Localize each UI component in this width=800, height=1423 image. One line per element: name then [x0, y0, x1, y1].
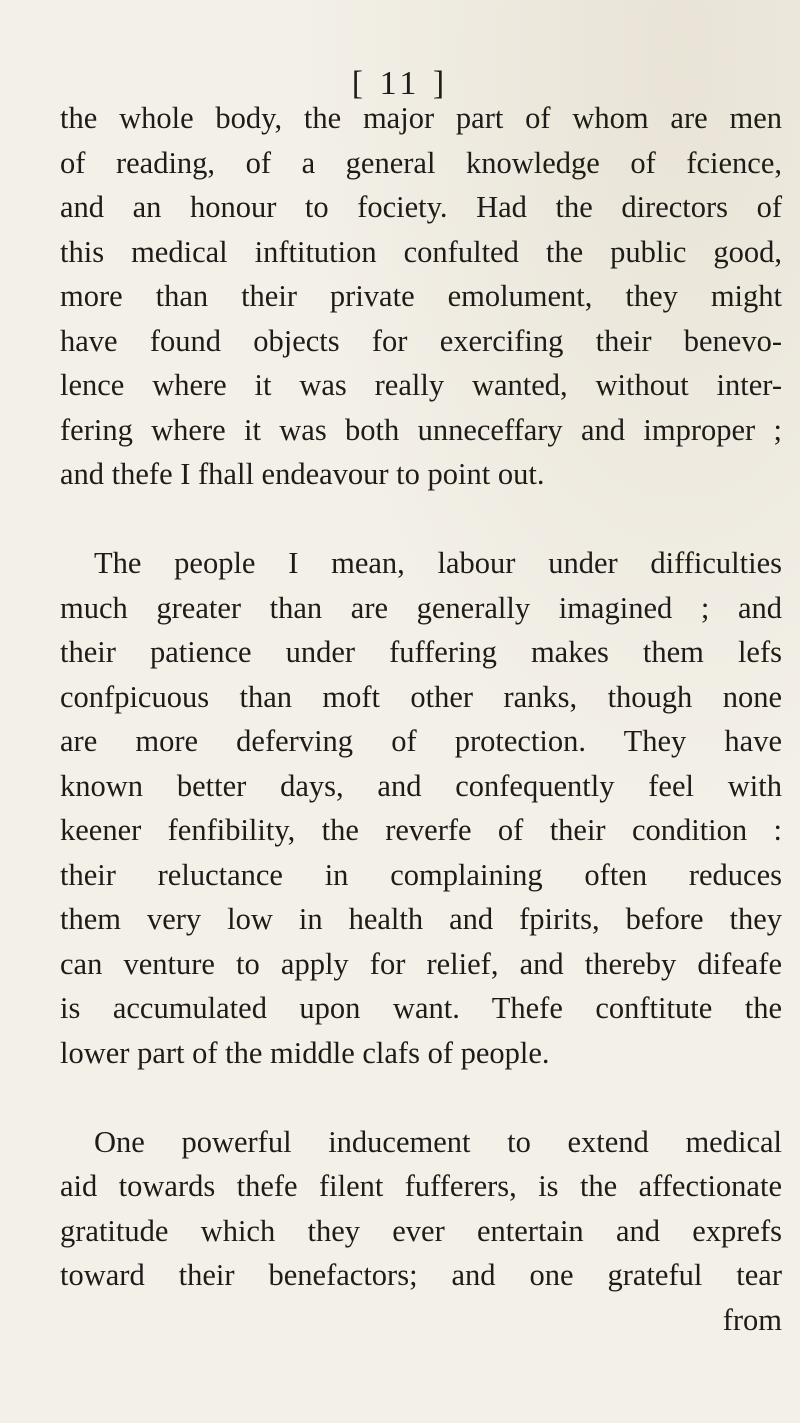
- text-line: toward their benefactors; and one grateful tear: [60, 1258, 782, 1292]
- paragraph-2: [60, 541, 782, 1075]
- text-line: is accumulated upon want. Thefe conftitute the: [60, 991, 782, 1025]
- text-line: fering where it was both unneceffary and improper ;: [60, 412, 782, 447]
- text-line: much greater than are generally imagined ; and: [60, 590, 782, 625]
- text-line: lower part of the middle clafs of people.: [60, 1035, 550, 1070]
- text-line: can venture to apply for relief, and thereby difeafe: [60, 946, 782, 981]
- paragraph-1: [60, 96, 782, 497]
- text-line: aid towards thefe filent fufferers, is the affectionate: [60, 1169, 782, 1203]
- text-line: their patience under fuffering makes them lefs: [60, 635, 782, 669]
- text-line: gratitude which they ever entertain and exprefs: [60, 1213, 782, 1248]
- text-line: known better days, and confequently feel with: [60, 768, 782, 803]
- text-line: have found objects for exercifing their benevo-: [60, 323, 782, 358]
- text-line: more than their private emolument, they might: [60, 279, 782, 313]
- text-line: and thefe I fhall endeavour to point out.: [60, 457, 545, 491]
- text-line: One powerful inducement to extend medical: [94, 1124, 782, 1159]
- text-line: the whole body, the major part of whom are men: [60, 101, 782, 135]
- catchword: from: [722, 1302, 782, 1337]
- text-line: and an honour to fociety. Had the directors of: [60, 190, 782, 224]
- paragraph-3: [60, 1120, 782, 1343]
- text-line: confpicuous than moft other ranks, though none: [60, 679, 782, 714]
- paragraph-gap: [60, 497, 782, 542]
- paragraph-gap: [60, 1075, 782, 1120]
- text-line: their reluctance in complaining often reduces: [60, 857, 782, 892]
- text-line: The people I mean, labour under difficulties: [94, 546, 782, 580]
- text-line: are more deferving of protection. They have: [60, 724, 782, 758]
- text-line: of reading, of a general knowledge of fcience,: [60, 145, 782, 180]
- body-text: [60, 96, 782, 1342]
- text-line: them very low in health and fpirits, before they: [60, 902, 782, 936]
- text-line: lence where it was really wanted, without inter-: [60, 368, 782, 402]
- text-line: keener fenfibility, the reverfe of their condition :: [60, 813, 782, 847]
- page-number: [ 11 ]: [351, 65, 449, 102]
- text-line: this medical inftitution confulted the public good,: [60, 234, 782, 269]
